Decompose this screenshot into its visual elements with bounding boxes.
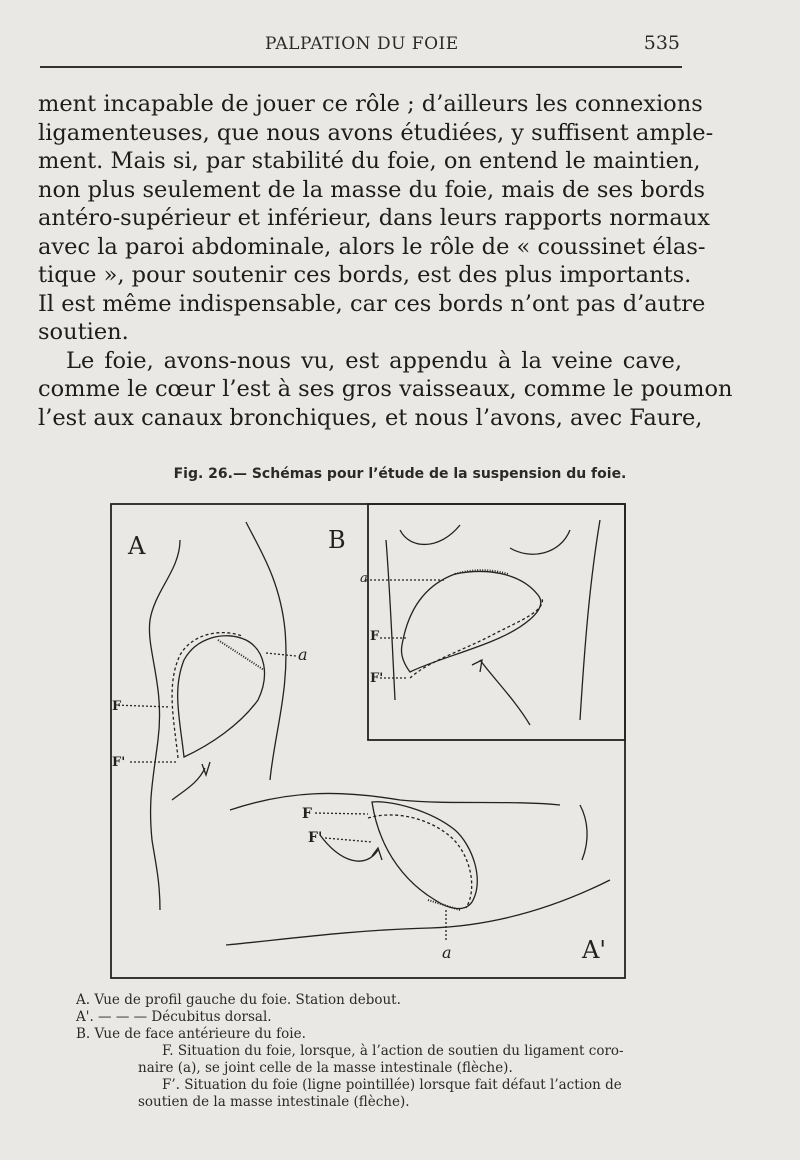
body-paragraphs: [38, 90, 733, 432]
liver-suspension-figure: [110, 500, 626, 980]
text-line: comme le cœur l’est à ses gros vaisseaux, comme le poumon: [38, 376, 733, 402]
text-line: non plus seulement de la masse du foie, mais de ses bords: [38, 176, 706, 203]
text-line: ligamenteuses, que nous avons étudiées, y suffisent ample-: [38, 119, 714, 146]
legend-line-f-prime-cont: soutien de la masse intestinale (flèche).: [138, 1094, 410, 1110]
legend-line-f-prime: F’. Situation du foie (ligne pointillée) lorsque fait défaut l’action de: [162, 1077, 622, 1093]
text-line: ment incapable de jouer ce rôle ; d’ailleurs les connexions: [38, 91, 703, 117]
label-f-panel-b: F: [370, 629, 380, 644]
running-title: PALPATION DU FOIE: [265, 34, 459, 54]
page-number: 535: [643, 32, 680, 54]
label-f-prime-panel-a-prime: F': [308, 830, 323, 846]
figure-caption: Fig. 26.— Schémas pour l’étude de la suspension du foie.: [173, 466, 627, 482]
text-line: Il est même indispensable, car ces bords n’ont pas d’autre: [38, 290, 706, 317]
label-f-panel-a-prime: F: [302, 806, 312, 822]
label-a-panel-b: a: [360, 571, 368, 586]
label-a-panel-a-prime: a: [442, 943, 452, 962]
text-line: l’est aux canaux bronchiques, et nous l’avons, avec Faure,: [38, 404, 703, 431]
panel-label-a-prime: A': [582, 936, 606, 964]
panel-a-prime-drawing: [226, 793, 610, 945]
legend-line-b: B. Vue de face antérieure du foie.: [76, 1026, 306, 1042]
header-rule: [40, 66, 682, 68]
text-line: Le foie, avons-nous vu, est appendu à la veine cave,: [66, 347, 682, 374]
label-f-prime-panel-b: F': [370, 671, 384, 686]
figure-drawing: [110, 500, 626, 980]
page-header: [40, 34, 680, 60]
text-line: avec la paroi abdominale, alors le rôle de « coussinet élas-: [38, 233, 706, 260]
panel-a-drawing: [114, 522, 296, 910]
panel-b-frame: [368, 504, 625, 740]
legend-line-f-cont: naire (a), se joint celle de la masse intestinale (flèche).: [138, 1060, 513, 1076]
panel-b-drawing: [366, 520, 600, 725]
text-line: tique », pour soutenir ces bords, est des plus importants.: [38, 262, 692, 288]
figure-legend: [76, 992, 696, 1111]
legend-line-f: F. Situation du foie, lorsque, à l’action de soutien du ligament coro-: [162, 1043, 624, 1059]
panel-label-b: B: [328, 526, 346, 554]
legend-line-a: A. Vue de profil gauche du foie. Station debout.: [76, 992, 401, 1008]
label-f-prime-panel-a: F': [112, 755, 126, 770]
text-line: ment. Mais si, par stabilité du foie, on entend le maintien,: [38, 148, 701, 174]
panel-label-a: A: [128, 532, 146, 560]
label-a-panel-a: a: [298, 645, 308, 664]
text-line: antéro-supérieur et inférieur, dans leurs rapports normaux: [38, 205, 710, 231]
label-f-panel-a: F: [112, 699, 122, 714]
text-line: soutien.: [38, 319, 129, 345]
legend-line-a-prime: A'. — — — Décubitus dorsal.: [76, 1009, 272, 1025]
